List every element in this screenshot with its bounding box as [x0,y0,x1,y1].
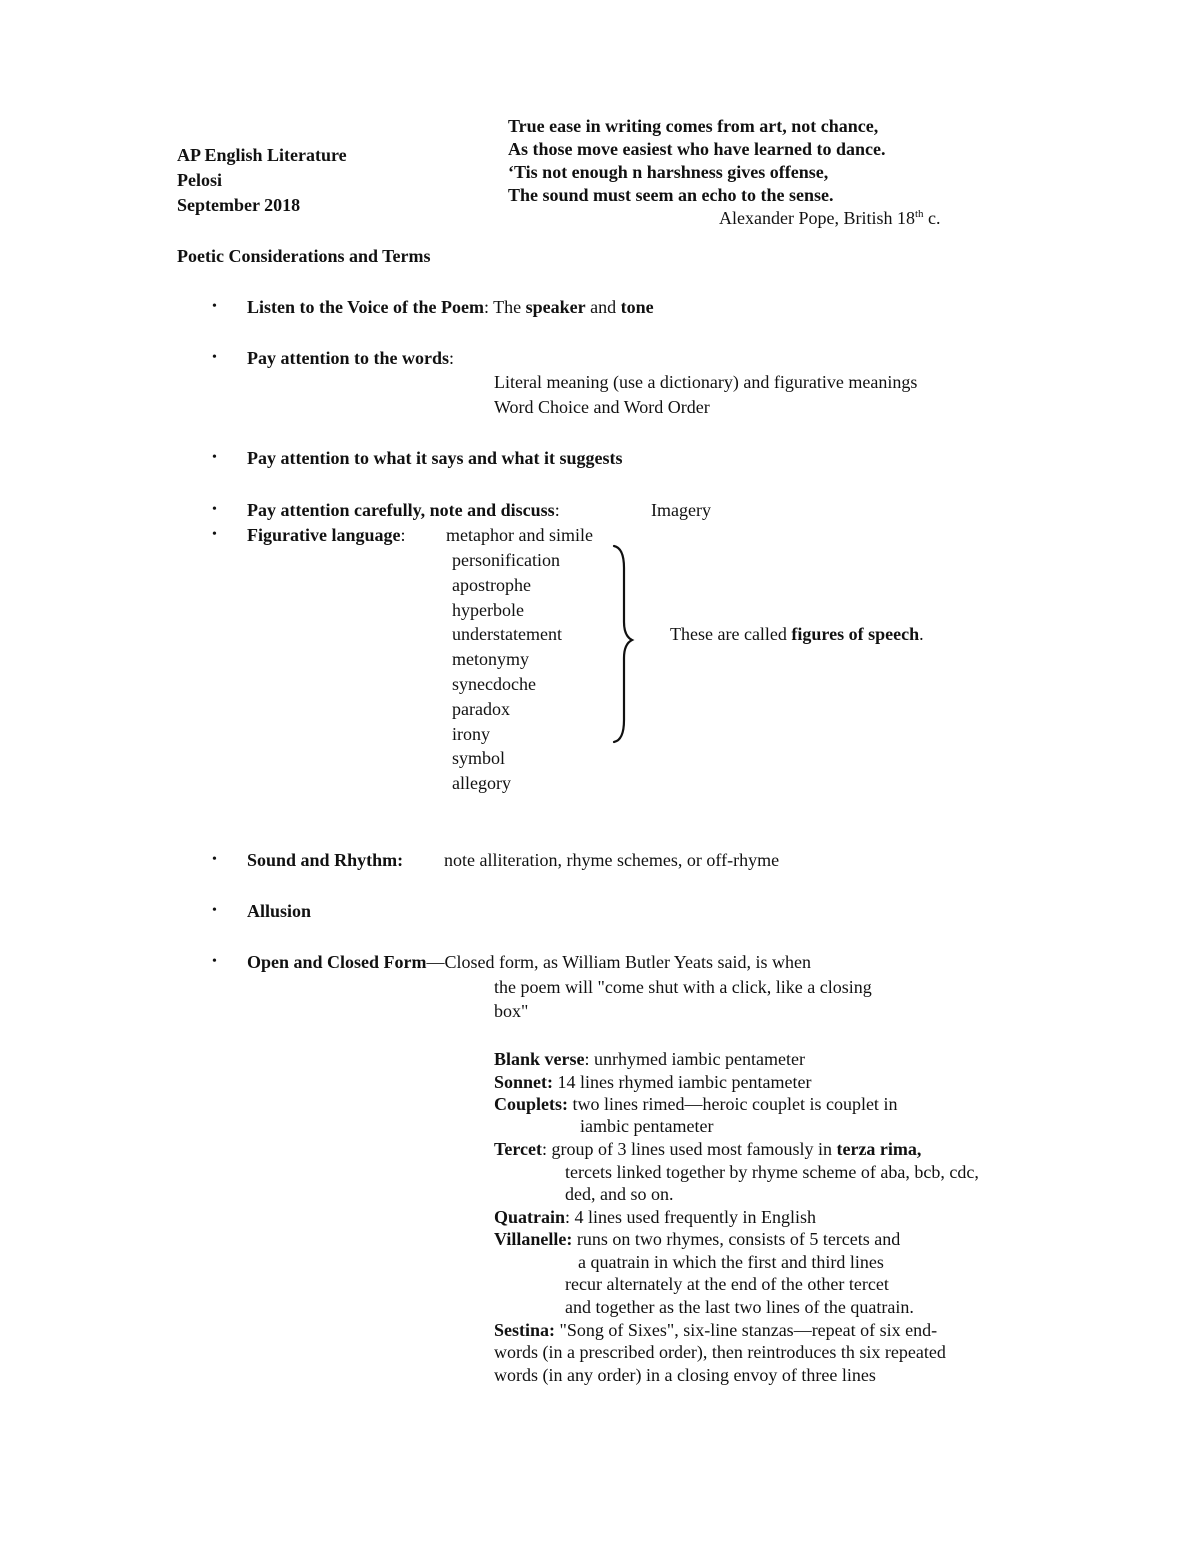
form-term: Sonnet: [494,1072,554,1092]
item-voice-tone: tone [620,297,654,317]
form-term: Sestina: [494,1320,556,1340]
form-term: Tercet [494,1139,542,1159]
form-term: Villanelle: [494,1229,573,1249]
item-words-sub: Literal meaning (use a dictionary) and figurative meanings [494,372,918,392]
form-blank-verse [494,1048,805,1070]
document-date: September 2018 [177,195,301,215]
figures-note-bold: figures of speech [791,624,920,644]
item-form-label: Open and Closed Form [247,952,427,972]
bullet-icon: • [212,299,217,314]
bullet-icon: • [212,852,217,867]
attribution-superscript: th [914,208,924,220]
item-sound-label: Sound and Rhythm: [247,850,404,870]
form-villanelle [494,1228,900,1250]
form-definition: two lines rimed—heroic couplet is couplet in [568,1094,898,1114]
form-definition: : 4 lines used frequently in English [565,1207,816,1227]
item-form [247,951,811,973]
item-words-label: Pay attention to the words [247,348,449,368]
form-continuation: ded, and so on. [565,1184,674,1204]
form-continuation: recur alternately at the end of the other tercet [565,1274,889,1294]
item-allusion-label: Allusion [247,901,312,921]
bullet-icon: • [212,350,217,365]
attribution-end: c. [923,208,941,228]
figurative-term: understatement [452,624,562,644]
course-title: AP English Literature [177,145,347,165]
teacher-name: Pelosi [177,170,222,190]
form-continuation: iambic pentameter [580,1116,714,1136]
bullet-icon: • [212,450,217,465]
form-tercet [494,1138,921,1160]
figurative-term: allegory [452,773,511,793]
form-continuation: words (in any order) in a closing envoy of three lines [494,1365,876,1385]
item-form-line: the poem will "come shut with a click, like a closing [494,977,872,997]
item-discuss-colon: : [554,500,560,520]
figurative-term: irony [452,724,490,744]
item-figurative-colon: : [400,525,406,545]
epigraph-attribution [719,207,941,229]
form-term-inline: terza rima, [836,1139,922,1159]
item-figurative-label: Figurative language [247,525,401,545]
form-term: Blank verse [494,1049,585,1069]
bullet-icon: • [212,954,217,969]
form-continuation: a quatrain in which the first and third lines [578,1252,884,1272]
item-form-text: —Closed form, as William Butler Yeats said, is when [426,952,811,972]
item-discuss [247,499,560,521]
item-discuss-label: Pay attention carefully, note and discuss [247,500,555,520]
epigraph-line: ‘Tis not enough n harshness gives offense, [508,162,829,182]
figurative-term: symbol [452,748,506,768]
form-definition: : group of 3 lines used most famously in [541,1139,837,1159]
form-continuation: and together as the last two lines of the quatrain. [565,1297,914,1317]
item-figurative [247,524,406,546]
epigraph-line: As those move easiest who have learned to dance. [508,139,886,159]
form-definition: : unrhymed iambic pentameter [584,1049,805,1069]
item-discuss-value: Imagery [651,500,711,520]
item-words [247,347,454,369]
form-couplets [494,1093,897,1115]
item-voice-speaker: speaker [525,297,586,317]
form-sonnet [494,1071,811,1093]
figurative-term: hyperbole [452,600,524,620]
form-quatrain [494,1206,816,1228]
form-term: Quatrain [494,1207,566,1227]
item-words-colon: : [448,348,454,368]
attribution-text: Alexander Pope, British 18 [719,208,915,228]
bullet-icon: • [212,903,217,918]
figures-note-pre: These are called [670,624,792,644]
form-term: Couplets: [494,1094,569,1114]
item-sound-value: note alliteration, rhyme schemes, or off-rhyme [444,850,780,870]
item-form-line: box" [494,1001,529,1021]
bullet-icon: • [212,502,217,517]
form-definition: 14 lines rhymed iambic pentameter [553,1072,812,1092]
figurative-term: metonymy [452,649,529,669]
form-continuation: tercets linked together by rhyme scheme of aba, bcb, cdc, [565,1162,979,1182]
item-says-label: Pay attention to what it says and what it suggests [247,448,623,468]
page-title: Poetic Considerations and Terms [177,246,431,266]
figurative-first: metaphor and simile [446,525,593,545]
form-sestina [494,1319,937,1341]
form-continuation: words (in a prescribed order), then reintroduces th six repeated [494,1342,946,1362]
item-voice-and: and [585,297,621,317]
bullet-icon: • [212,527,217,542]
figurative-term: synecdoche [452,674,536,694]
form-definition: runs on two rhymes, consists of 5 tercets and [572,1229,901,1249]
figures-note-post: . [919,624,924,644]
figurative-term: paradox [452,699,510,719]
item-words-sub: Word Choice and Word Order [494,397,710,417]
figurative-term: personification [452,550,560,570]
item-voice [247,296,654,318]
form-definition: "Song of Sixes", six-line stanzas—repeat of six end- [555,1320,938,1340]
figurative-term: apostrophe [452,575,531,595]
item-voice-label: Listen to the Voice of the Poem [247,297,484,317]
epigraph-line: The sound must seem an echo to the sense. [508,185,834,205]
figures-note [670,623,924,645]
curly-brace-icon [612,544,642,744]
item-voice-colon: : The [483,297,526,317]
epigraph-line: True ease in writing comes from art, not chance, [508,116,879,136]
